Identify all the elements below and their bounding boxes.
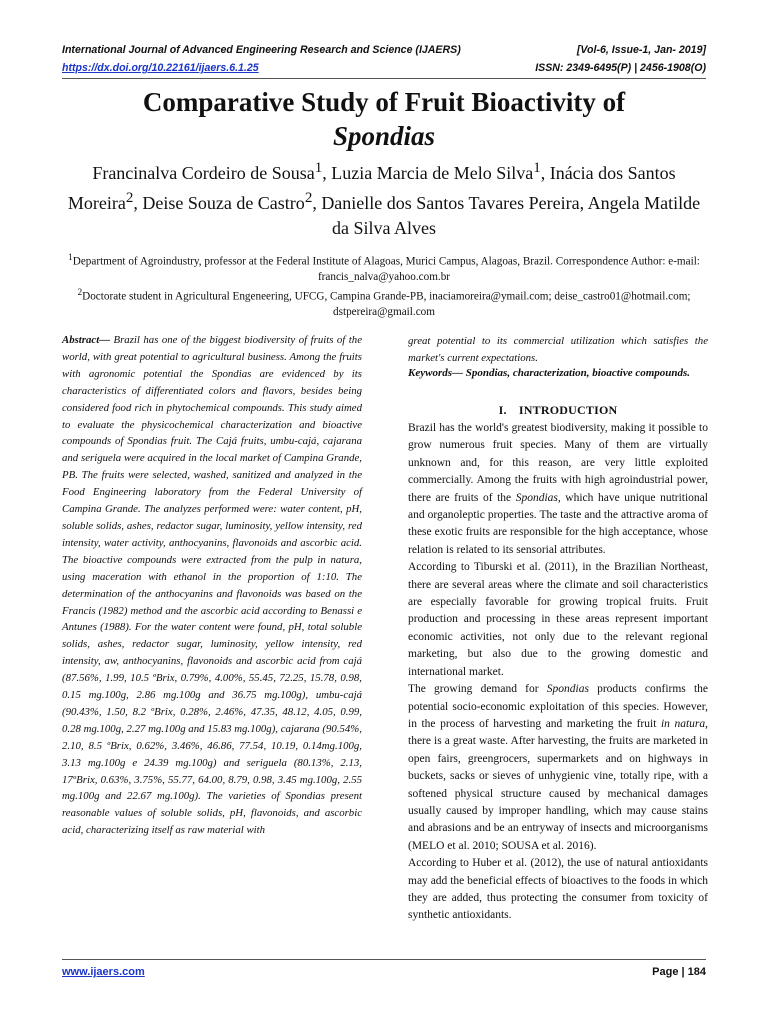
intro-p1-italic: Spondias xyxy=(515,491,558,504)
intro-paragraph-4: According to Huber et al. (2012), the use of natural antioxidants may add the beneficial effects of bioactives to the foods in which they are added, thus protecting the consumer from toxicity of synthetic antioxidants. xyxy=(408,857,708,922)
title-main: Comparative Study of Fruit Bioactivity of xyxy=(142,87,626,117)
author-4-sup: 2 xyxy=(304,190,313,206)
abstract-continuation: great potential to its commercial utilization which satisfies the market's current expectations. xyxy=(408,335,708,364)
affiliation-1-sup: 1 xyxy=(68,253,73,263)
author-2-sup: 1 xyxy=(533,160,541,176)
intro-p3-italic-2: in natura xyxy=(660,717,706,730)
abstract-label: Abstract— xyxy=(62,334,110,346)
paper-title xyxy=(40,85,728,153)
left-column xyxy=(62,332,362,839)
affiliation-2-sup: 2 xyxy=(77,287,83,298)
intro-p3-part-a: The growing demand for xyxy=(408,683,547,696)
intro-p3-italic-1: Spondias xyxy=(546,683,589,696)
keywords-label: Keywords— xyxy=(408,367,463,379)
volume-info: [Vol-6, Issue-1, Jan- 2019] xyxy=(576,44,706,56)
doi-link[interactable]: https://dx.doi.org/10.22161/ijaers.6.1.25 xyxy=(62,62,259,74)
author-4: , Deise Souza de Castro xyxy=(133,193,305,213)
author-3: , Inácia dos Santos Moreira xyxy=(67,163,676,213)
affiliations xyxy=(60,251,708,320)
issn: ISSN: 2349-6495(P) | 2456-1908(O) xyxy=(535,62,706,74)
intro-paragraph-3 xyxy=(408,681,708,855)
footer-divider xyxy=(62,959,706,960)
affiliation-2 xyxy=(60,286,708,321)
footer-site-link[interactable]: www.ijaers.com xyxy=(62,966,145,978)
page-number: Page | 184 xyxy=(652,966,706,978)
author-5: , Danielle dos Santos Tavares Pereira, Angela Matilde da Silva Alves xyxy=(312,193,701,238)
keywords-text: Spondias, characterization, bioactive compounds. xyxy=(463,367,691,379)
header-divider xyxy=(62,78,706,79)
affiliation-2-text: Doctorate student in Agricultural Engeneering, UFCG, Campina Grande-PB, inaciamoreira@ymail.com; deise_castro01@hotmail.com; dstpereira@gmail.com xyxy=(82,290,691,318)
title-italic: Spondias xyxy=(332,121,436,151)
affiliation-1 xyxy=(60,251,708,286)
right-column xyxy=(408,333,708,925)
intro-p1-part-a: Brazil has the world's greatest biodiversity, making it possible to grow numerous fruit species. Many of them are virtually unknown and, for this reason, are very little exploited commercially. Among the fruits with high agroindustrial power, there are fruits of the xyxy=(408,422,708,504)
author-1-sup: 1 xyxy=(314,160,323,176)
author-2: , Luzia Marcia de Melo Silva xyxy=(322,163,534,183)
author-1: Francinalva Cordeiro de Sousa xyxy=(92,163,315,183)
running-header-bottom xyxy=(62,62,706,74)
section-heading-introduction: I. INTRODUCTION xyxy=(498,403,618,417)
journal-name: International Journal of Advanced Engineering Research and Science (IJAERS) xyxy=(62,44,461,56)
intro-paragraph-1 xyxy=(408,420,708,559)
affiliation-1-text: Department of Agroindustry, professor at the Federal Institute of Alagoas, Murici Campus, Alagoas, Brazil. Correspondence Author: e-mail: francis_nalva@yahoo.com.br xyxy=(72,255,700,284)
running-header-top xyxy=(62,44,706,56)
intro-p1-part-b: , which have unique nutritional and organoleptic properties. The taste and the attractive aroma of these exotic fruits are responsible for the high acceptance, whose relation is related to its sensorial attributes. xyxy=(408,491,708,556)
author-3-sup: 2 xyxy=(125,190,134,206)
author-list xyxy=(60,156,708,241)
intro-p3-part-c: , there is a great waste. After harvesting, the fruits are marketed in open fairs, greengrocers, supermarkets and on highways in buckets, sacks or sieves of unhygienic vine, totally ripe, with a softened physical structure caused by mechanical damages usually caused by improper handling, which may cause stains and abrasions and be an entryway of insects and microorganisms (MELO et al. 2010; SOUSA et al. 2016). xyxy=(408,717,708,852)
abstract-text: Brazil has one of the biggest biodiversity of fruits of the world, with great potential to agricultural business. Among the fruits with agronomic potential the Spondias are evidenced by its characteristics of differentiated colors and flavors, besides being considered food rich in phytochemical compounds. This study aimed to evaluate the physicochemical characterization and bioactive compounds of Spondias fruit. The Cajá fruits, umbu-cajá, cajarana and seriguela were acquired in the local market of Campina Grande, PB. The fruits were selected, washed, sanitized and analyzed in the Food Engineering laboratory from the Federal University of Campina Grande. The analyzes performed were: water content, pH, soluble solids, ashes, redactor sugar, luminosity, yellow intensity, red intensity, water activity, anthocyanins, flavonoids and ascorbic acid. The bioactive compounds were extracted from the pulp in natura, using maceration with ethanol in the proportion of 1:10. The determination of the anthocyanins and flavonoids was based on the Francis (1982) method and the ascorbic acid according to Benassi e Antunes (1988). For the water content were found, pH, total soluble solids, ashes, redactor sugar, luminosity, yellow intensity, red intensity, aw, anthocyanins, flavonoids and ascorbic acid from cajá (87.56%, 1.99, 10.5 ºBrix, 0.79%, 4.00%, 55.45, 72.25, 15.78, 0.98, 0.15 mg.100g, 2.86 mg.100g and 36.75 mg.100g), umbu-cajá (90.43%, 1.50, 8.2 ºBrix, 0.28%, 2.46%, 47.35, 48.12, 4.05, 0.99, 0.28 mg.100g, 2.27 mg.100g and 15.83 mg.100g), cajarana (90.54%, 2.10, 8.5 ºBrix, 0.62%, 3.46%, 46.86, 77.54, 10.19, 0.14mg.100g, 3.13 mg.100g e 24.39 mg.100g) and seriguela (80.13%, 2.13, 17ºBrix, 0.63%, 3.75%, 55.77, 64.00, 8.79, 0.98, 3.45 mg.100g, 2.55 mg.100g and 22.67 mg.100g). The varieties of Spondias present reasonable values of soluble solids, pH, flavonoids, and ascorbic acid, characterizing itself as raw material with xyxy=(62,334,362,837)
intro-p3-part-b: products confirms the potential socio-economic exploitation of this species. However, in the process of harvesting and marketing the fruit xyxy=(408,683,708,730)
abstract xyxy=(62,332,362,839)
intro-paragraph-2: According to Tiburski et al. (2011), in the Brazilian Northeast, there are several areas where the climate and soil characteristics are especially favorable for growing tropical fruits. Fruit production and processing in these areas represent important economic activities, not only due to the relevant regional marketing, but also due to the growing domestic and international market. xyxy=(408,561,708,678)
keywords xyxy=(408,366,708,381)
